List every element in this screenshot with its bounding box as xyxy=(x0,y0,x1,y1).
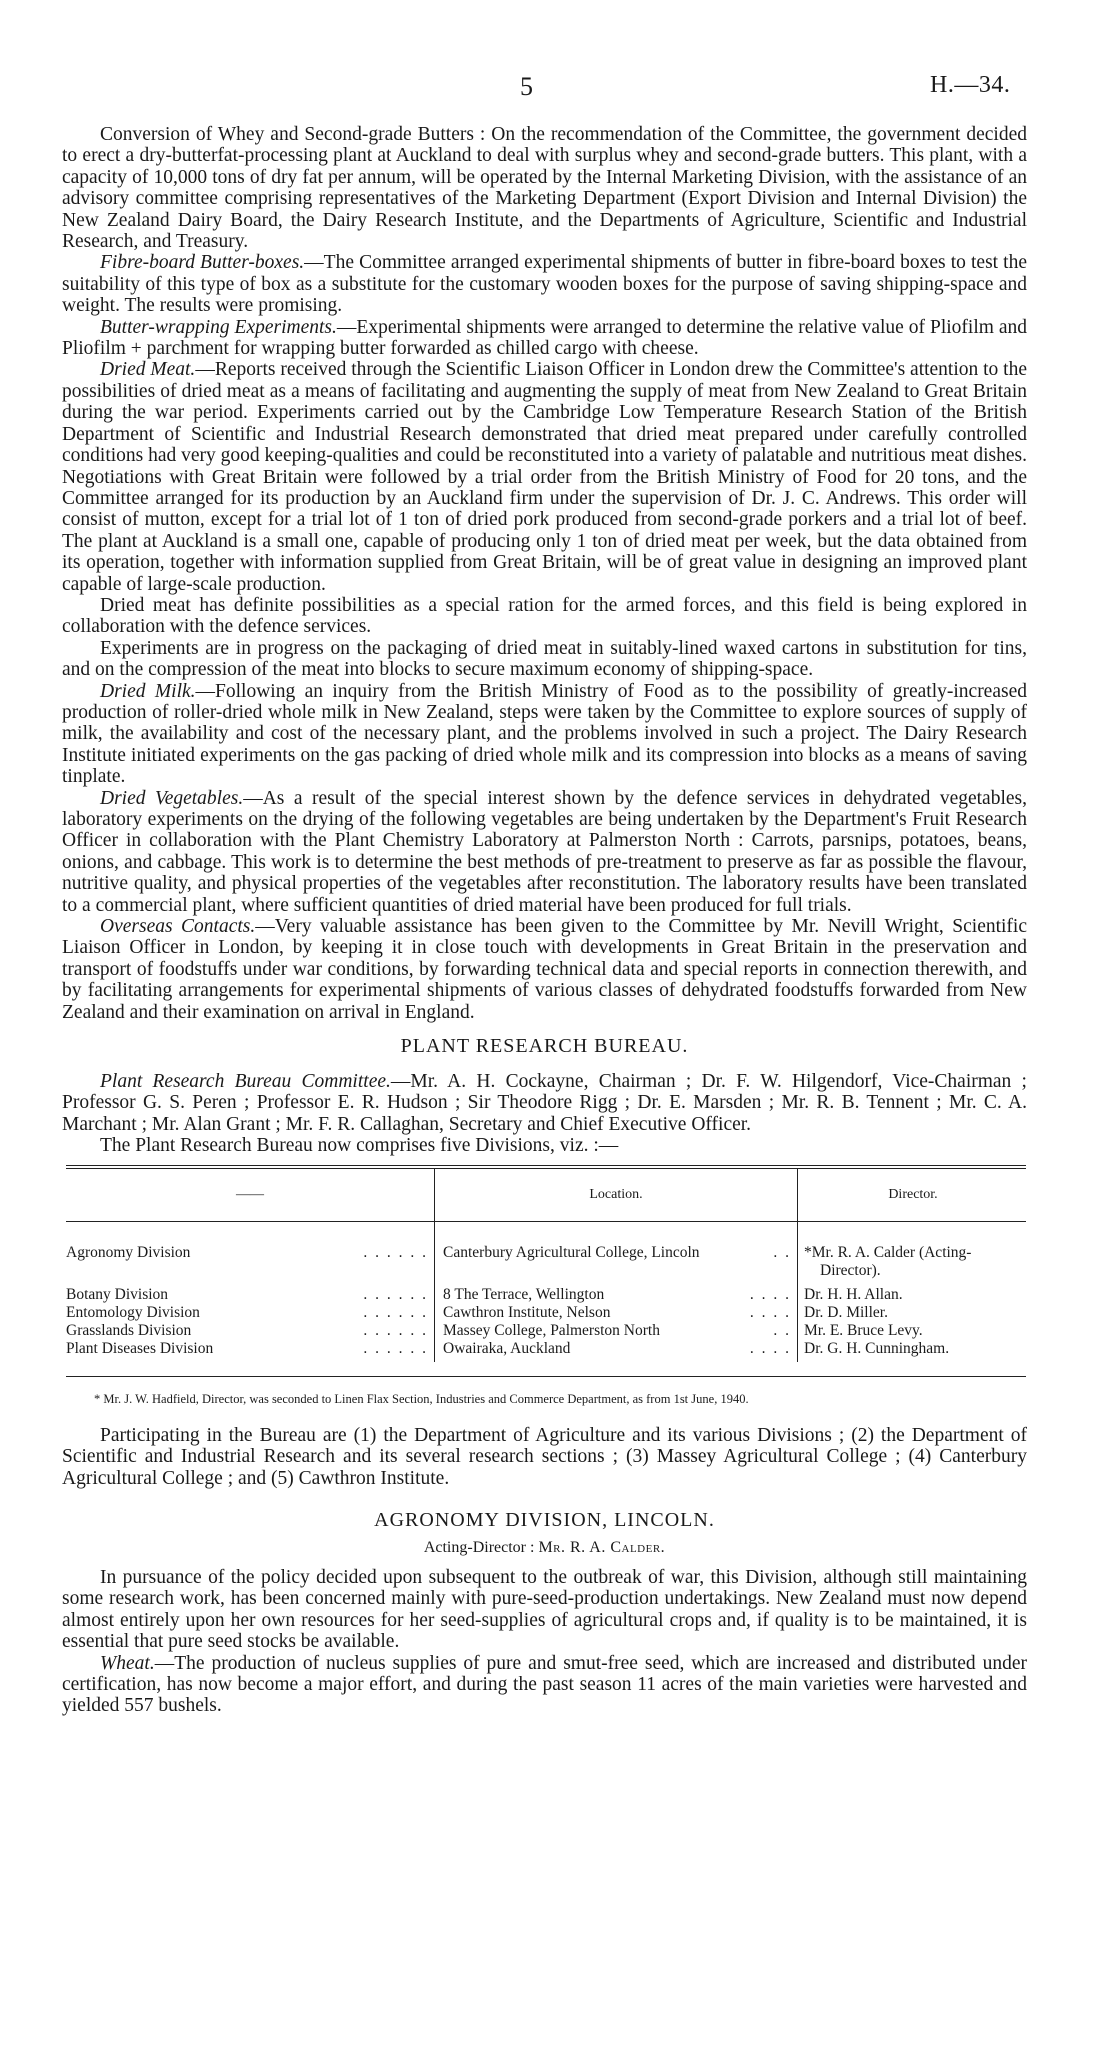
column-header-location: Location. xyxy=(434,1169,797,1221)
paragraph-lead: Wheat. xyxy=(100,1652,155,1674)
paragraph-text: —The Committee arranged experimental shipments of butter in fibre-board boxes to test the suitability of this type of box as a substitute for the customary wooden boxes for the purpose of saving shipping-space and weight. The results were promising. xyxy=(62,252,1027,317)
leader-dots: . . . . xyxy=(749,1303,791,1321)
leader-dots: . . . . xyxy=(749,1339,791,1357)
section-title-agronomy: AGRONOMY DIVISION, LINCOLN. xyxy=(374,1508,715,1531)
table-row xyxy=(66,1340,434,1358)
leader-dots: . . . . . . xyxy=(363,1285,428,1303)
table-header-row xyxy=(66,1169,1026,1221)
paragraph-dried-meat xyxy=(62,359,1027,594)
page-number: 5 xyxy=(520,72,533,101)
leader-dots: . . . . . . xyxy=(363,1303,428,1321)
table-row xyxy=(66,1286,434,1304)
table-row xyxy=(66,1322,434,1340)
divisions-table xyxy=(66,1165,1026,1407)
location-name: Owairaka, Auckland xyxy=(443,1339,571,1357)
paragraph-lead: Fibre-board Butter-boxes. xyxy=(100,252,305,274)
paragraph-lead: Dried Meat. xyxy=(100,359,196,381)
table-cell xyxy=(435,1304,797,1322)
paragraph-lead: Overseas Contacts. xyxy=(100,916,256,938)
paragraph-text: —The production of nucleus supplies of pure and smut-free seed, which are increased and distributed under certification, has now become a major effort, and during the past season 11 acres of the main varieties were harvested and yielded 557 bushels. xyxy=(62,1652,1027,1717)
document-code: H.—34. xyxy=(930,72,1011,98)
leader-dots: . . . . . . xyxy=(363,1321,428,1339)
location-name: Canterbury Agricultural College, Lincoln xyxy=(443,1243,700,1261)
paragraph-agronomy-policy: In pursuance of the policy decided upon subsequent to the outbreak of war, this Division, although still maintaining some research work, has been concerned mainly with pure-seed-production undertakings. New Zealand must now depend almost entirely upon her own resources for her seed-supplies of agricultural crops and, if quality is to be maintained, it is essential that pure seed stocks be available. xyxy=(62,1566,1027,1653)
paragraph-participating: Participating in the Bureau are (1) the Department of Agriculture and its various Divisions ; (2) the Department of Scientific and Industrial Research and its several research sections ; (3) Massey Agricultural College ; (4) Canterbury Agricultural College ; and (5) Cawthron Institute. xyxy=(62,1424,1027,1489)
paragraph-dried-vegetables xyxy=(62,788,1027,916)
paragraph-text: —As a result of the special interest shown by the defence services in dehydrated vegetables, laboratory experiments on the drying of the following vegetables are being undertaken by the Department's Fruit Research Officer in collaboration with the Plant Chemistry Laboratory at Palmerston North : Carrots, parsnips, potatoes, beans, onions, and cabbage. This work is to determine the best methods of pre-treatment to preserve as far as possible the flavour, nutritive quality, and physical properties of the vegetables after reconstitution. The laboratory results have been translated to a commercial plant, where sufficient quantities of dried material have been produced for full trials. xyxy=(62,787,1027,916)
leader-dots: . . xyxy=(773,1321,791,1339)
table-cell xyxy=(435,1340,797,1358)
location-name: Cawthron Institute, Nelson xyxy=(443,1303,611,1321)
paragraph-text: —Reports received through the Scientific Liaison Officer in London drew the Committee's attention to the possibilities of dried meat as a means of facilitating and augmenting the supply of meat from New Zealand to Great Britain during the war period. Experiments carried out by the Cambridge Low Temperature Research Station of the British Department of Scientific and Industrial Research demonstrated that dried meat prepared under carefully controlled conditions had very good keeping-qualities and could be reconstituted into a variety of palatable and nutritious meat dishes. Negotiations with Great Britain were followed by a trial order from the British Ministry of Food for 20 tons, and the Committee arranged for its production by an Auckland firm under the supervision of Dr. J. C. Andrews. This order will consist of mutton, except for a trial lot of 1 ton of dried pork produced from second-grade porkers and a trial lot of beef. The plant at Auckland is a small one, capable of producing only 1 ton of dried meat per week, but the data obtained from its operation, together with information supplied from Great Britain, will be of great value in designing an improved plant capable of large-scale production. xyxy=(62,359,1028,595)
leader-dots: . . . . . . xyxy=(363,1339,428,1357)
table-cell xyxy=(435,1322,797,1340)
table-rule xyxy=(66,1165,1026,1166)
division-name: Entomology Division xyxy=(66,1303,200,1321)
leader-dots: . . xyxy=(773,1243,791,1261)
division-name: Agronomy Division xyxy=(66,1243,191,1261)
table-rule xyxy=(66,1376,1026,1377)
location-name: Massey College, Palmerston North xyxy=(443,1321,660,1339)
section-title-plant-research: PLANT RESEARCH BUREAU. xyxy=(400,1035,689,1058)
location-column xyxy=(434,1222,797,1362)
paragraph-lead: Dried Vegetables. xyxy=(100,787,244,809)
division-name: Grasslands Division xyxy=(66,1321,192,1339)
director-name-continued: Director). xyxy=(820,1261,881,1279)
paragraph-fibre-board xyxy=(62,252,1027,316)
table-cell xyxy=(435,1286,797,1304)
table-cell xyxy=(435,1244,797,1262)
director-name: Dr. D. Miller. xyxy=(804,1303,888,1321)
paragraph-lead: Dried Milk. xyxy=(100,680,196,702)
division-column xyxy=(66,1222,434,1362)
column-header-director: Director. xyxy=(797,1169,1028,1221)
acting-director-line xyxy=(62,1537,1027,1559)
paragraph-divisions-intro: The Plant Research Bureau now comprises five Divisions, viz. :— xyxy=(100,1135,619,1157)
paragraph-whey-conversion: Conversion of Whey and Second-grade Butters : On the recommendation of the Committee, the government decided to erect a dry-butterfat-processing plant at Auckland to deal with surplus whey and second-grade butters. This plant, with a capacity of 10,000 tons of dry fat per annum, will be operated by the Internal Marketing Division, with the assistance of an advisory committee comprising representatives of the Marketing Department (Export Division and Internal Division) the New Zealand Dairy Board, the Dairy Research Institute, and the Departments of Agriculture, Scientific and Industrial Research, and Treasury. xyxy=(62,124,1027,253)
acting-director-label: Acting-Director : xyxy=(423,1538,535,1556)
table-row xyxy=(66,1304,434,1322)
column-header-division: —— xyxy=(236,1186,264,1202)
division-name: Plant Diseases Division xyxy=(66,1339,214,1357)
division-name: Botany Division xyxy=(66,1285,169,1303)
paragraph-committee xyxy=(62,1071,1027,1135)
paragraph-lead: Plant Research Bureau Committee. xyxy=(100,1071,391,1093)
director-name: Dr. G. H. Cunningham. xyxy=(804,1339,950,1357)
director-column xyxy=(797,1222,1028,1362)
paragraph-dried-meat-packaging: Experiments are in progress on the packaging of dried meat in suitably-lined waxed cartons in substitution for tins, and on the compression of the meat into blocks to secure maximum economy of shipping-space. xyxy=(62,637,1027,681)
acting-director-name: Mr. R. A. Calder. xyxy=(538,1538,666,1556)
paragraph-text: —Following an inquiry from the British Ministry of Food as to the possibility of greatly-increased production of roller-dried whole milk in New Zealand, steps were taken by the Committee to explore sources of supply of milk, the availability and cost of the necessary plant, and the problems involved in such a project. The Dairy Research Institute initiated experiments on the gas packing of dried whole milk and its compression into blocks as a means of saving tinplate. xyxy=(62,680,1027,788)
director-name: *Mr. R. A. Calder (Acting- xyxy=(804,1243,972,1261)
director-name: Mr. E. Bruce Levy. xyxy=(804,1321,923,1339)
paragraph-text: —Very valuable assistance has been given to the Committee by Mr. Nevill Wright, Scientific Liaison Officer in London, by keeping it in close touch with developments in Great Britain in the preservation and transport of foodstuffs under war conditions, by forwarding technical data and special reports in connection therewith, and by facilitating arrangements for experimental shipments of various classes of dehydrated foodstuffs forwarded from New Zealand and their examination on arrival in England. xyxy=(62,916,1028,1023)
director-name: Dr. H. H. Allan. xyxy=(804,1285,903,1303)
paragraph-dried-milk xyxy=(62,681,1027,788)
paragraph-text: —Mr. A. H. Cockayne, Chairman ; Dr. F. W. Hilgendorf, Vice-Chairman ; Professor G. S. Peren ; Professor E. R. Hudson ; Sir Theodore Rigg ; Dr. E. Marsden ; Mr. R. B. Tennent ; Mr. C. A. Marchant ; Mr. Alan Grant ; Mr. F. R. Callaghan, Secretary and Chief Executive Officer. xyxy=(62,1071,1027,1135)
table-body xyxy=(66,1222,1026,1362)
location-name: 8 The Terrace, Wellington xyxy=(443,1285,605,1303)
paragraph-butter-wrapping xyxy=(62,317,1027,360)
paragraph-lead: Butter-wrapping Experiments. xyxy=(100,316,337,338)
paragraph-overseas-contacts xyxy=(62,916,1027,1023)
leader-dots: . . . . . . xyxy=(363,1243,428,1261)
leader-dots: . . . . xyxy=(749,1285,791,1303)
paragraph-wheat xyxy=(62,1653,1027,1717)
table-footnote: * Mr. J. W. Hadfield, Director, was seconded to Linen Flax Section, Industries and Commerce Department, as from 1st June, 1940. xyxy=(94,1391,749,1406)
paragraph-dried-meat-ration: Dried meat has definite possibilities as a special ration for the armed forces, and this field is being explored in collaboration with the defence services. xyxy=(62,594,1027,638)
page-body xyxy=(62,124,1027,1717)
paragraph-text: —Experimental shipments were arranged to determine the relative value of Pliofilm and Pliofilm + parchment for wrapping butter forwarded as chilled cargo with cheese. xyxy=(62,316,1028,360)
table-row xyxy=(66,1244,434,1262)
